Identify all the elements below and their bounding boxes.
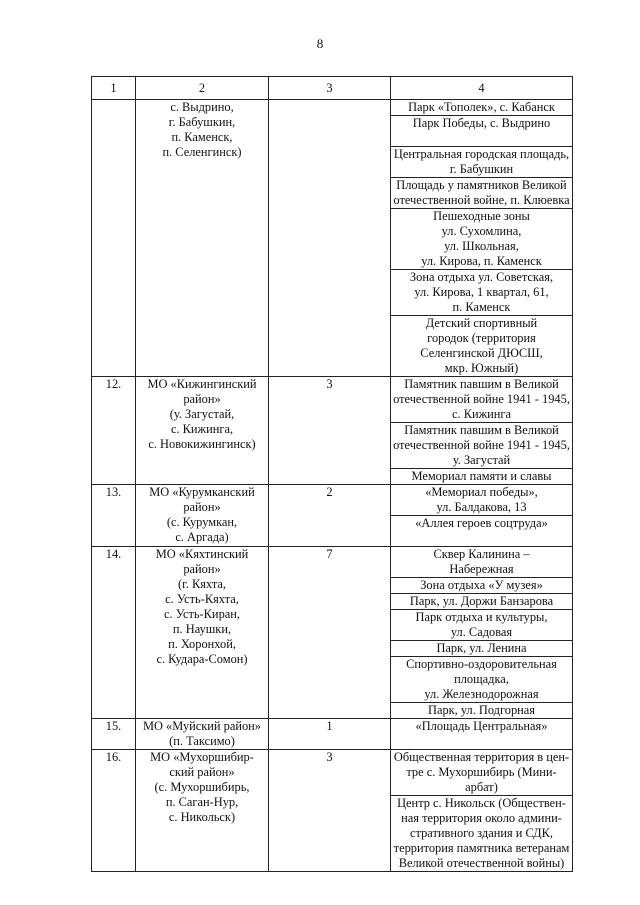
table-row	[92, 485, 573, 547]
table-row	[92, 750, 573, 872]
territory-item	[391, 657, 572, 703]
municipality-line: (у. Загустай,	[169, 407, 235, 421]
territory-item	[391, 377, 572, 423]
territory-line: Спортивно-оздоровительная	[406, 657, 557, 671]
municipality-line: с. Новокижингинск)	[148, 437, 256, 451]
municipality-line: п. Саган-Нур,	[165, 795, 239, 809]
territory-item	[391, 719, 572, 734]
territory-line: мкр. Южный)	[444, 361, 519, 375]
territory-line: Центральная городская площадь,	[393, 147, 570, 161]
territory-item	[391, 703, 572, 718]
table-header-row	[92, 77, 573, 100]
municipality-cell	[136, 547, 269, 719]
territory-line: ул. Школьная,	[444, 239, 519, 253]
territory-line: г. Бабушкин	[449, 162, 514, 176]
territory-line: территория памятника ветеранам	[393, 841, 570, 855]
territory-item	[391, 594, 572, 610]
territory-item	[391, 641, 572, 657]
row-number: 14.	[92, 547, 136, 719]
municipality-cell	[136, 750, 269, 872]
territory-line: Сквер Калинина –	[433, 547, 530, 561]
municipality-line: ский район»	[169, 765, 235, 779]
territory-line: Парк, ул. Подгорная	[428, 703, 535, 717]
territory-line: ул. Железнодорожная	[424, 687, 539, 701]
territory-line: отечественной войне 1941 - 1945,	[393, 438, 570, 452]
territory-item	[391, 100, 572, 116]
territory-line: у. Загустай	[452, 453, 511, 467]
territories-cell	[391, 547, 573, 719]
territory-line: площадка,	[454, 672, 509, 686]
territory-line: с. Кижинга	[452, 407, 511, 421]
municipality-cell	[136, 719, 269, 750]
municipality-cell	[136, 485, 269, 547]
territory-line: Памятник павшим в Великой	[404, 377, 559, 391]
territory-line: Селенгинской ДЮСШ,	[420, 346, 543, 360]
territory-line: отечественной войне 1941 - 1945,	[393, 392, 570, 406]
territory-item	[391, 578, 572, 594]
municipality-line: п. Селенгинск)	[162, 145, 242, 159]
header-col-2: 2	[136, 77, 269, 100]
header-col-3: 3	[269, 77, 391, 100]
territory-line: Пешеходные зоны	[433, 209, 530, 223]
header-col-1: 1	[92, 77, 136, 100]
territory-count: 3	[269, 377, 391, 485]
territory-line: Парк «Тополек», с. Кабанск	[408, 100, 555, 114]
territory-item	[391, 485, 572, 516]
territory-count: 7	[269, 547, 391, 719]
municipality-line: (п. Таксимо)	[169, 734, 235, 748]
territory-line: Набережная	[449, 562, 514, 576]
municipality-cell	[136, 377, 269, 485]
municipality-line: с. Кудара-Сомон)	[156, 652, 248, 666]
territory-item	[391, 423, 572, 469]
municipality-line: МО «Кяхтинский	[155, 547, 249, 561]
territory-item	[391, 209, 572, 270]
territory-line: ул. Кирова, п. Каменск	[421, 254, 542, 268]
territory-item	[391, 116, 572, 147]
municipality-line: г. Бабушкин,	[168, 115, 236, 129]
municipality-line: (с. Мухоршибирь,	[154, 780, 250, 794]
territory-line	[393, 131, 570, 146]
territory-line: отечественной войне, п. Клюевка	[393, 193, 570, 207]
territories-cell	[391, 100, 573, 377]
territory-count	[269, 100, 391, 377]
territory-line: Великой отечественной войны)	[398, 856, 565, 870]
municipality-line: с. Аргада)	[175, 530, 229, 544]
territories-cell	[391, 750, 573, 872]
territory-line: п. Каменск	[452, 300, 511, 314]
territory-item	[391, 469, 572, 484]
municipality-line: с. Никольск)	[168, 810, 236, 824]
row-number: 15.	[92, 719, 136, 750]
territory-item	[391, 516, 572, 546]
territory-line: ул. Балдакова, 13	[436, 500, 527, 514]
table-row	[92, 377, 573, 485]
municipality-cell	[136, 100, 269, 377]
territory-line: ул. Сухомлина,	[441, 224, 522, 238]
territory-item	[391, 270, 572, 316]
municipality-line: п. Хоронхой,	[168, 637, 236, 651]
territories-cell	[391, 719, 573, 750]
territory-line	[393, 531, 570, 546]
territory-line: Памятник павшим в Великой	[404, 423, 559, 437]
table-row	[92, 100, 573, 377]
territories-table	[91, 76, 573, 872]
territory-item	[391, 178, 572, 209]
territory-line: ная территория около админи-	[401, 811, 562, 825]
territory-item	[391, 547, 572, 578]
page-number: 8	[316, 36, 324, 51]
municipality-line: с. Кижинга,	[170, 422, 234, 436]
municipality-line: п. Наушки,	[172, 622, 232, 636]
territory-line: ул. Кирова, 1 квартал, 61,	[414, 285, 549, 299]
territory-line: Центр с. Никольск (Обществен-	[397, 796, 566, 810]
territory-item	[391, 750, 572, 796]
territory-line: «Мемориал победы»,	[425, 485, 538, 499]
territory-line: стративного здания и СДК,	[410, 826, 553, 840]
territory-item	[391, 147, 572, 178]
territory-line: тре с. Мухоршибирь (Мини-арбат)	[406, 765, 557, 794]
territory-line: «Площадь Центральная»	[415, 719, 548, 733]
territories-cell	[391, 377, 573, 485]
territory-line: ул. Садовая	[450, 625, 513, 639]
municipality-line: с. Усть-Киран,	[164, 607, 240, 621]
territory-line: Общественная территория в цен-	[393, 750, 570, 764]
territory-item	[391, 316, 572, 376]
territory-count: 3	[269, 750, 391, 872]
municipality-line: МО «Кижингинский	[147, 377, 257, 391]
territory-count: 1	[269, 719, 391, 750]
municipality-line: п. Каменск,	[171, 130, 233, 144]
row-number	[92, 100, 136, 377]
territory-line: Парк, ул. Доржи Банзарова	[409, 594, 554, 608]
table-row	[92, 719, 573, 750]
municipality-line: МО «Мухоршибир-	[150, 750, 254, 764]
territory-line: Зона отдыха «У музея»	[420, 578, 543, 592]
municipality-line: (с. Курумкан,	[166, 515, 238, 529]
territory-line: Площадь у памятников Великой	[396, 178, 567, 192]
table-row	[92, 547, 573, 719]
municipality-line: с. Усть-Кяхта,	[165, 592, 239, 606]
territory-line: Парк отдыха и культуры,	[415, 610, 548, 624]
municipality-line: МО «Курумканский	[149, 485, 255, 499]
territory-line: «Аллея героев соцтруда»	[415, 516, 548, 530]
territory-line: Парк Победы, с. Выдрино	[412, 116, 551, 130]
row-number: 12.	[92, 377, 136, 485]
header-col-4: 4	[391, 77, 573, 100]
territory-line: Мемориал памяти и славы	[411, 469, 552, 483]
territory-line: Зона отдыха ул. Советская,	[409, 270, 554, 284]
municipality-line: МО «Муйский район»	[142, 719, 262, 733]
territories-cell	[391, 485, 573, 547]
municipality-line: (г. Кяхта,	[177, 577, 227, 591]
municipality-line: район»	[183, 392, 221, 406]
territory-item	[391, 610, 572, 641]
territory-line: Парк, ул. Ленина	[436, 641, 527, 655]
territory-count: 2	[269, 485, 391, 547]
municipality-line: район»	[183, 562, 221, 576]
territory-line: Детский спортивный	[425, 316, 538, 330]
row-number: 13.	[92, 485, 136, 547]
territory-line: городок (территория	[427, 331, 536, 345]
municipality-line: с. Выдрино,	[170, 100, 234, 114]
territory-item	[391, 796, 572, 871]
row-number: 16.	[92, 750, 136, 872]
municipality-line: район»	[183, 500, 221, 514]
